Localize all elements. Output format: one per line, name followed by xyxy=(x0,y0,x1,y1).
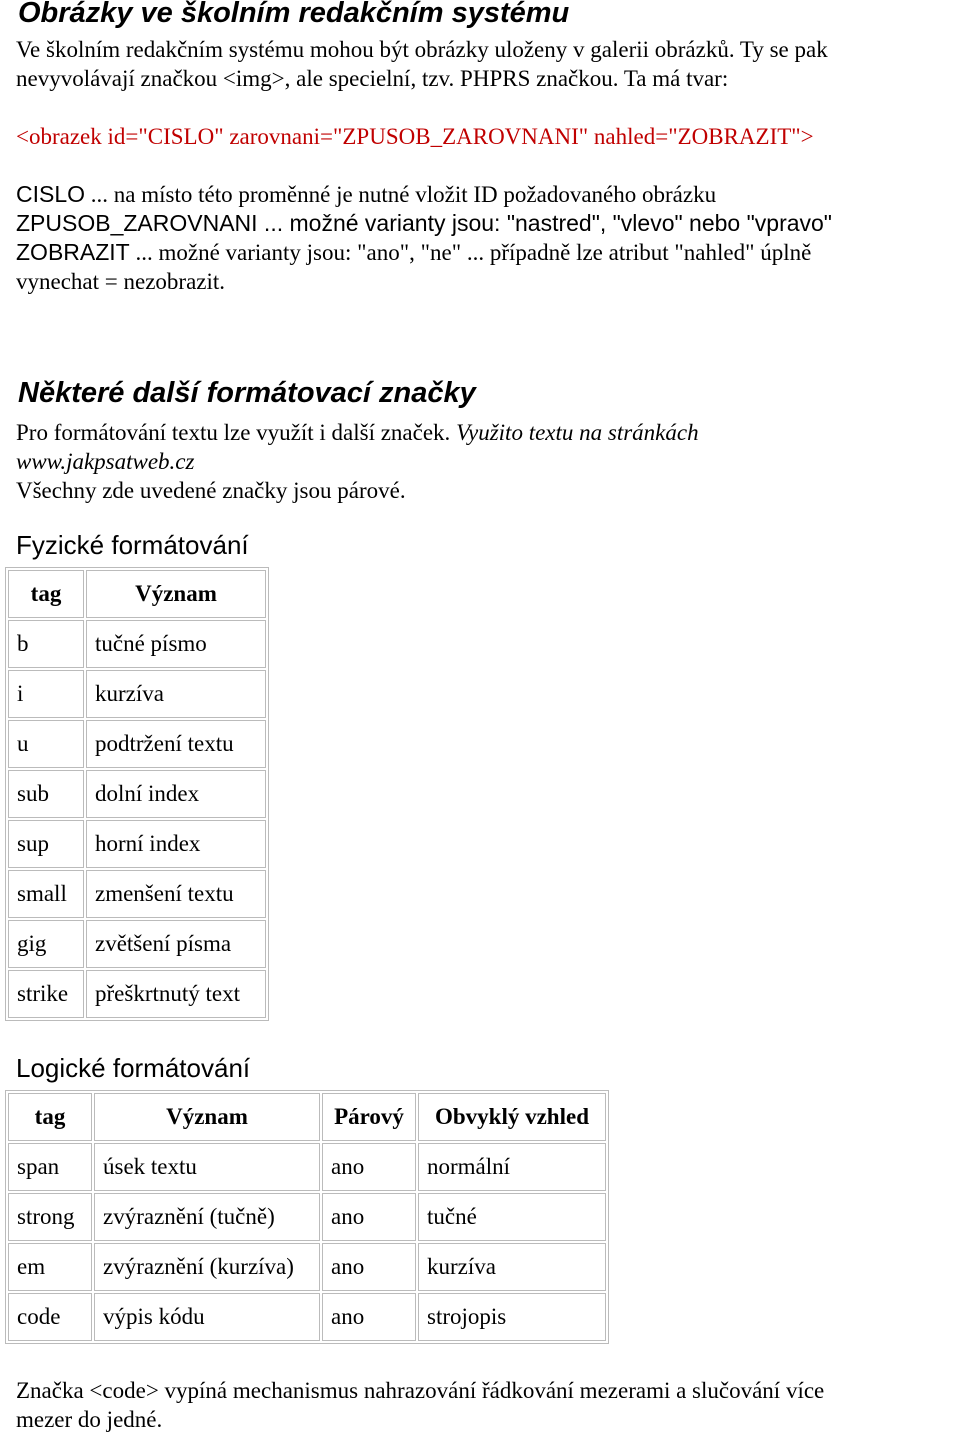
appearance-cell: kurzíva xyxy=(418,1243,606,1291)
variable-zobrazit-desc: ... možné varianty jsou: "ano", "ne" ... případně lze atribut "nahled" úplně xyxy=(129,240,812,265)
paired-cell: ano xyxy=(322,1143,416,1191)
column-header: Význam xyxy=(86,570,266,618)
paired-cell: ano xyxy=(322,1293,416,1341)
table-row xyxy=(8,1243,606,1291)
column-header: tag xyxy=(8,1093,92,1141)
column-header: tag xyxy=(8,570,84,618)
section-title-formatting: Některé další formátovací značky xyxy=(18,377,476,409)
logical-formatting-heading: Logické formátování xyxy=(16,1053,251,1083)
tag-cell: sup xyxy=(8,820,84,868)
intro-line-2: nevyvolávají značkou <img>, ale specielní, tzv. PHPRS značkou. Ta má tvar: xyxy=(16,66,729,91)
code-tag-note-line-1: Značka <code> vypíná mechanismus nahrazování řádkování mezerami a slučování více xyxy=(16,1378,825,1403)
intro-line-1: Ve školním redakčním systému mohou být obrázky uloženy v galerii obrázků. Ty se pak xyxy=(16,37,828,62)
physical-formatting-table xyxy=(5,567,269,1021)
meaning-cell: zvýraznění (tučně) xyxy=(94,1193,320,1241)
paired-cell: ano xyxy=(322,1193,416,1241)
paired-cell: ano xyxy=(322,1243,416,1291)
tag-cell: b xyxy=(8,620,84,668)
column-header: Význam xyxy=(94,1093,320,1141)
tag-cell: span xyxy=(8,1143,92,1191)
table-row xyxy=(8,820,266,868)
paired-tags-note: Všechny zde uvedené značky jsou párové. xyxy=(16,478,406,503)
tag-cell: strike xyxy=(8,970,84,1018)
formatting-intro-text: Pro formátování textu lze využít i další značek. xyxy=(16,420,457,445)
meaning-cell: dolní index xyxy=(86,770,266,818)
column-header: Párový xyxy=(322,1093,416,1141)
tag-cell: u xyxy=(8,720,84,768)
variable-zobrazit-desc-2: vynechat = nezobrazit. xyxy=(16,269,226,294)
page-title: Obrázky ve školním redakčním systému xyxy=(18,0,570,29)
table-row xyxy=(8,720,266,768)
physical-formatting-heading: Fyzické formátování xyxy=(16,530,249,560)
table-row xyxy=(8,970,266,1018)
meaning-cell: přeškrtnutý text xyxy=(86,970,266,1018)
table-row xyxy=(8,870,266,918)
tag-syntax: <obrazek id="CISLO" zarovnani="ZPUSOB_ZAROVNANI" nahled="ZOBRAZIT"> xyxy=(16,124,814,149)
table-row xyxy=(8,1193,606,1241)
meaning-cell: výpis kódu xyxy=(94,1293,320,1341)
tag-cell: small xyxy=(8,870,84,918)
table-row xyxy=(8,920,266,968)
variable-zobrazit: ZOBRAZIT xyxy=(16,239,130,265)
variable-zarovnani: ZPUSOB_ZAROVNANI xyxy=(16,210,258,236)
tag-cell: strong xyxy=(8,1193,92,1241)
meaning-cell: podtržení textu xyxy=(86,720,266,768)
meaning-cell: úsek textu xyxy=(94,1143,320,1191)
code-tag-note-line-2: mezer do jedné. xyxy=(16,1407,163,1432)
column-header: Obvyklý vzhled xyxy=(418,1093,606,1141)
table-row xyxy=(8,620,266,668)
variable-zarovnani-desc: ... možné varianty jsou: "nastred", "vlevo" nebo "vpravo" xyxy=(257,210,832,236)
meaning-cell: zvýraznění (kurzíva) xyxy=(94,1243,320,1291)
formatting-intro xyxy=(16,418,946,505)
meaning-cell: horní index xyxy=(86,820,266,868)
intro-paragraph xyxy=(16,35,946,93)
tag-cell: gig xyxy=(8,920,84,968)
source-url: www.jakpsatweb.cz xyxy=(16,449,195,474)
tag-cell: em xyxy=(8,1243,92,1291)
logical-formatting-table xyxy=(5,1090,609,1344)
table-header-row xyxy=(8,570,266,618)
table-row xyxy=(8,1293,606,1341)
variable-cislo: CISLO xyxy=(16,181,86,207)
tag-cell: sub xyxy=(8,770,84,818)
table-row xyxy=(8,670,266,718)
source-note: Využito textu na stránkách xyxy=(456,420,699,445)
meaning-cell: zmenšení textu xyxy=(86,870,266,918)
tag-cell: code xyxy=(8,1293,92,1341)
table-row xyxy=(8,1143,606,1191)
meaning-cell: zvětšení písma xyxy=(86,920,266,968)
table-header-row xyxy=(8,1093,606,1141)
appearance-cell: normální xyxy=(418,1143,606,1191)
appearance-cell: strojopis xyxy=(418,1293,606,1341)
variable-cislo-desc: ... na místo této proměnné je nutné vložit ID požadovaného obrázku xyxy=(85,182,717,207)
appearance-cell: tučné xyxy=(418,1193,606,1241)
table-row xyxy=(8,770,266,818)
code-tag-note xyxy=(16,1376,946,1434)
variables-description xyxy=(16,180,946,296)
meaning-cell: kurzíva xyxy=(86,670,266,718)
tag-cell: i xyxy=(8,670,84,718)
meaning-cell: tučné písmo xyxy=(86,620,266,668)
